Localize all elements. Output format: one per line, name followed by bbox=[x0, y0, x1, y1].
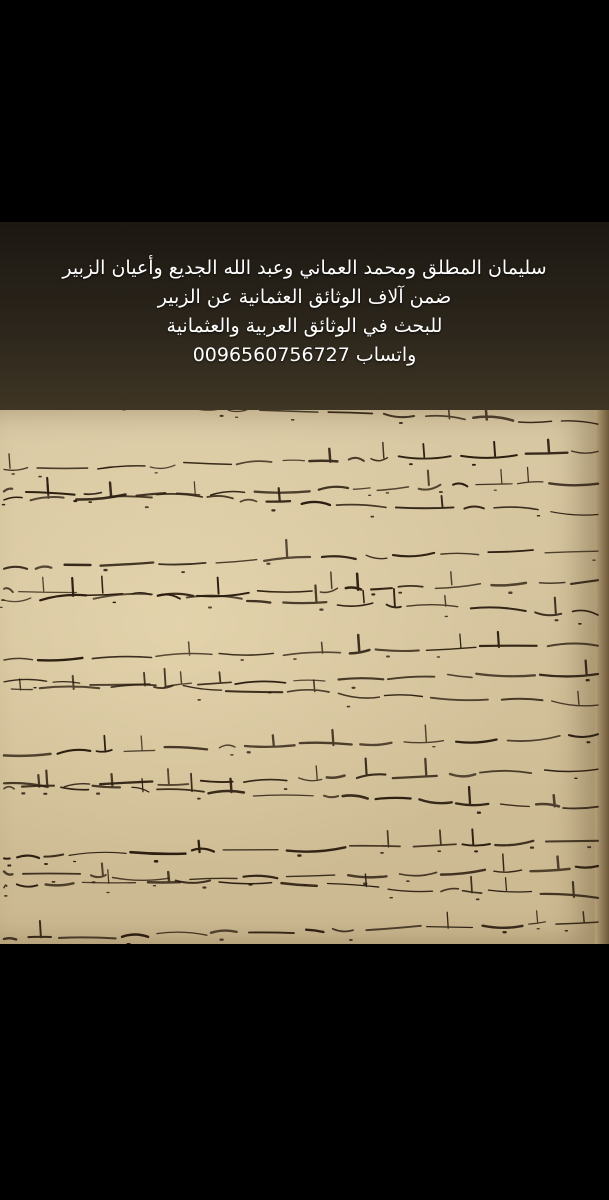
script-line bbox=[0, 759, 598, 794]
caption-line-3: للبحث في الوثائق العربية والعثمانية bbox=[166, 315, 443, 337]
script-line bbox=[0, 477, 598, 516]
script-line bbox=[11, 661, 598, 693]
caption-line-1: سليمان المطلق ومحمد العماني وعبد الله الجديع وأعيان الزبير bbox=[62, 257, 547, 279]
caption-overlay bbox=[0, 254, 609, 370]
handwritten-ottoman-script-icon bbox=[0, 410, 600, 944]
script-line bbox=[4, 540, 598, 572]
document-photo bbox=[0, 222, 609, 944]
script-line bbox=[4, 854, 598, 896]
caption-line-4: واتساب 0096560756727 bbox=[192, 344, 417, 366]
script-line bbox=[0, 863, 598, 899]
script-line bbox=[4, 440, 598, 477]
script-line bbox=[4, 632, 598, 660]
script-line bbox=[0, 911, 598, 944]
script-line bbox=[4, 725, 598, 756]
script-line bbox=[2, 576, 598, 624]
script-line bbox=[1, 410, 598, 424]
script-line bbox=[0, 829, 598, 865]
script-line bbox=[3, 467, 599, 504]
caption-line-2: ضمن آلاف الوثائق العثمانية عن الزبير bbox=[157, 286, 452, 308]
